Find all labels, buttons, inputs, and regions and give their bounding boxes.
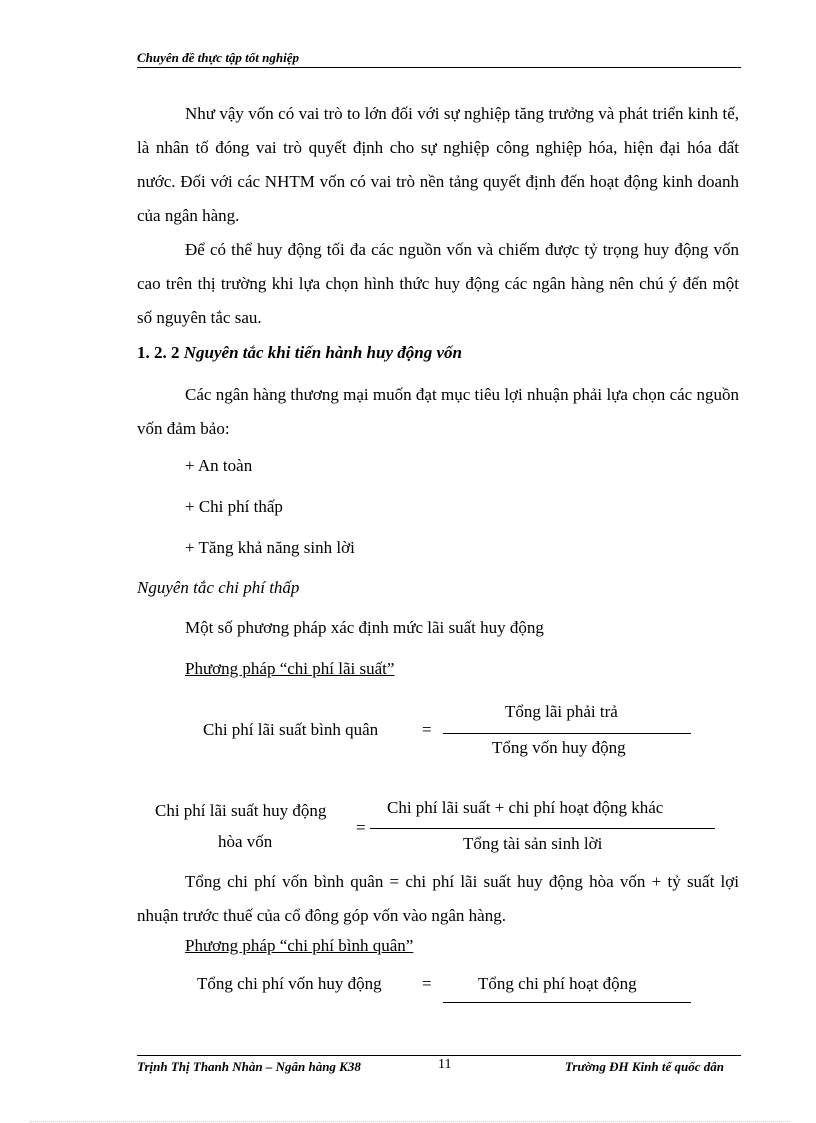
intro-text: Các ngân hàng thương mại muốn đạt mục tiêu lợi nhuận phải lựa chọn các nguồn vốn đảm bảo: [137,385,739,438]
bullet-profitability: + Tăng khả năng sinh lời [185,538,355,557]
formula-2-numerator: Chi phí lãi suất + chi phí hoạt động khác [387,798,664,817]
summary-text: Tổng chi phí vốn bình quân = chi phí lãi suất huy động hòa vốn + tỷ suất lợi nhuận trước thuế của cổ đông góp vốn vào ngân hàng. [137,872,739,925]
header-title: Chuyên đề thực tập tốt nghiệp [137,50,299,65]
formula-1-denominator: Tổng vốn huy động [492,738,626,757]
formula-2-lhs-line-1: Chi phí lãi suất huy động [155,801,327,820]
formula-3-fraction-bar [443,1002,691,1003]
paragraph-2-text: Để có thể huy động tối đa các nguồn vốn và chiếm được tỷ trọng huy động vốn cao trên thị trường khi lựa chọn hình thức huy động các ngân hàng nên chú ý đến một số nguyên tắc sau. [137,240,739,327]
formula-3-numerator: Tổng chi phí hoạt động [478,974,637,993]
formula-1-numerator: Tổng lãi phải trả [505,702,618,721]
bullet-low-cost: + Chi phí thấp [185,497,283,516]
formula-2-fraction-bar [370,828,715,829]
section-heading [137,343,462,363]
intro-paragraph [137,378,739,446]
method-2-title: Phương pháp “chi phí bình quân” [185,936,414,955]
bullet-safety: + An toàn [185,456,253,475]
formula-1-fraction-bar [443,733,691,734]
footer-rule [137,1055,741,1056]
formula-3-equals: = [422,974,432,993]
formula-2-equals: = [356,818,366,837]
section-number: 1. 2. 2 [137,343,180,362]
paragraph-2 [137,233,739,335]
summary-paragraph [137,865,739,933]
formula-1-lhs: Chi phí lãi suất bình quân [203,720,379,739]
formula-2-denominator: Tổng tài sản sinh lời [463,834,603,853]
formula-2-lhs-line-2: hòa vốn [218,832,273,851]
page-edge-dots [30,1121,790,1122]
page-number: 11 [438,1057,452,1072]
subheading: Nguyên tắc chi phí thấp [137,578,300,597]
method-1-title: Phương pháp “chi phí lãi suất” [185,659,395,678]
methods-intro: Một số phương pháp xác định mức lãi suất huy động [185,618,544,637]
section-title: Nguyên tắc khi tiến hành huy động vốn [183,343,462,362]
formula-1-equals: = [422,720,432,739]
footer-author: Trịnh Thị Thanh Nhàn – Ngân hàng K38 [137,1059,361,1074]
paragraph-1-text: Như vậy vốn có vai trò to lớn đối với sự nghiệp tăng trưởng và phát triển kinh tế, là nhân tố đóng vai trò quyết định cho sự nghiệp công nghiệp hóa, hiện đại hóa đất nước. Đối với các NHTM vốn có vai trò nền tảng quyết định đến hoạt động kinh doanh của ngân hàng. [137,104,739,225]
header-rule [137,67,741,68]
footer-school: Trường ĐH Kinh tế quốc dân [564,1059,724,1074]
formula-3-lhs: Tổng chi phí vốn huy động [197,974,382,993]
paragraph-1 [137,97,739,233]
